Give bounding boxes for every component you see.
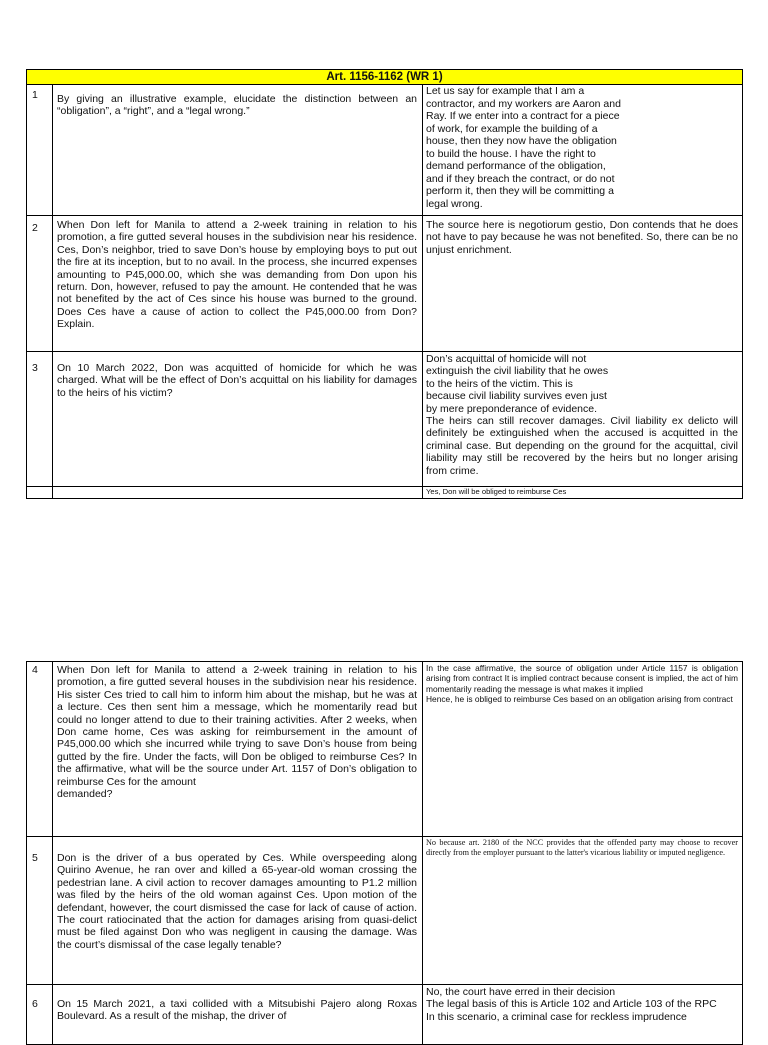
- table-row: [27, 352, 743, 487]
- row-number: 3: [32, 362, 38, 374]
- table-row: [27, 487, 743, 499]
- question-text-continued: demanded?: [57, 788, 113, 801]
- answer-text-continued: In this scenario, a criminal case for reckless imprudence: [426, 1010, 687, 1023]
- question-text: When Don left for Manila to attend a 2-week training in relation to his promotion, a fire gutted several houses in the subdivision near his residence. His sister Ces tried to call him to inform him about the mishap, but he was at a lecture. Ces then sent him a message, which he momentarily read but could no longer attend to due to their training activities. After 2 weeks, when Don came home, Ces was asking for reimbursement in the amount of P45,000.00 which she incurred while trying to save Don’s house from being gutted by the fire. Under the facts, will Don be obliged to reimburse Ces? In the affirmative, what will be the source under Art. 1157 of Don’s obligation to reimburse Ces for the amount: [57, 664, 417, 788]
- answer-text: Don’s acquittal of homicide will not extinguish the civil liability that he owes to the heirs of the victim. This is because civil liability survives even just by mere preponderance of evidence.: [426, 353, 609, 415]
- answer-text: No, the court have erred in their decision: [426, 986, 616, 998]
- obligations-table-2: [26, 661, 743, 1045]
- table-row: [27, 85, 743, 216]
- answer-text: Yes, Don will be obliged to reimburse Ces: [426, 487, 567, 496]
- obligations-table-1: [26, 69, 743, 499]
- table-row: [27, 985, 743, 1045]
- row-number: 1: [32, 89, 38, 101]
- answer-text: In the case affirmative, the source of obligation under Article 1157 is obligation arising from contract It is implied contract because consent is implied, the act of him momentarily reading the message is what makes it implied Hence, he is obliged to reimburse Ces based on an obligation arising from contract: [426, 663, 738, 705]
- answer-text: Let us say for example that I am a contractor, and my workers are Aaron and Ray. If we enter into a contract for a piece of work, for example the building of a house, then they now have the obligation to build the house. I have the right to demand performance of the obligation, and if they breach the contract, or do not perform it, then they will be committing a legal wrong.: [426, 85, 621, 210]
- table-row: [27, 837, 743, 985]
- answer-text-basis: The legal basis of this is Article 102 and Article 103 of the RPC: [426, 998, 717, 1011]
- table-row: [27, 216, 743, 352]
- table-title-row: [27, 70, 743, 85]
- question-text: When Don left for Manila to attend a 2-week training in relation to his promotion, a fire gutted several houses in the subdivision near his residence. Ces, Don’s neighbor, tried to save Don’s house by employing boys to put out the fire at its inception, but to no avail. In the process, she incurred expenses amounting to P45,000.00, which she was demanding from Don upon his return. Don, however, refused to pay the amount. He contended that he was not benefited by the act of Ces since his house was burned to the ground. Does Ces have a cause of action to collect the P45,000.00 from Don? Explain.: [57, 219, 417, 331]
- row-number: 2: [32, 222, 38, 234]
- question-text: By giving an illustrative example, elucidate the distinction between an “obligation”, a “right”, and a “legal wrong.”: [57, 93, 417, 118]
- answer-text-continued: The heirs can still recover damages. Civil liability ex delicto will definitely be extinguished when the accused is acquitted in the criminal case. But depending on the ground for the acquittal, civil liability may still be recovered by the heirs but no longer arising from crime.: [426, 415, 738, 477]
- answer-text: No because art. 2180 of the NCC provides that the offended party may choose to recover directly from the employer pursuant to the latter's vicarious liability or imputed negligence.: [426, 838, 738, 858]
- question-text: On 15 March 2021, a taxi collided with a Mitsubishi Pajero along Roxas Boulevard. As a result of the mishap, the driver of: [57, 998, 417, 1023]
- row-number: 5: [32, 852, 38, 864]
- answer-text: The source here is negotiorum gestio, Don contends that he does not have to pay because he was not benefited. So, there can be no unjust enrichment.: [426, 219, 738, 256]
- row-number: 4: [32, 664, 38, 676]
- table-title: Art. 1156-1162 (WR 1): [27, 70, 743, 85]
- row-number: 6: [32, 998, 38, 1010]
- table-row: [27, 662, 743, 837]
- question-text: Don is the driver of a bus operated by Ces. While overspeeding along Quirino Avenue, he ran over and killed a 65-year-old woman crossing the pedestrian lane. A civil action to recover damages amounting to P1.2 million was filed by the heirs of the old woman against Ces. Upon motion of the defendant, however, the court dismissed the case for lack of cause of action. The court ratiocinated that the action for damages arising from quasi-delict must be filed against Don who was negligent in causing the damage. Was the court’s dismissal of the case legally tenable?: [57, 852, 417, 951]
- question-text: On 10 March 2022, Don was acquitted of homicide for which he was charged. What will be the effect of Don’s acquittal on his liability for damages to the heirs of his victim?: [57, 362, 417, 399]
